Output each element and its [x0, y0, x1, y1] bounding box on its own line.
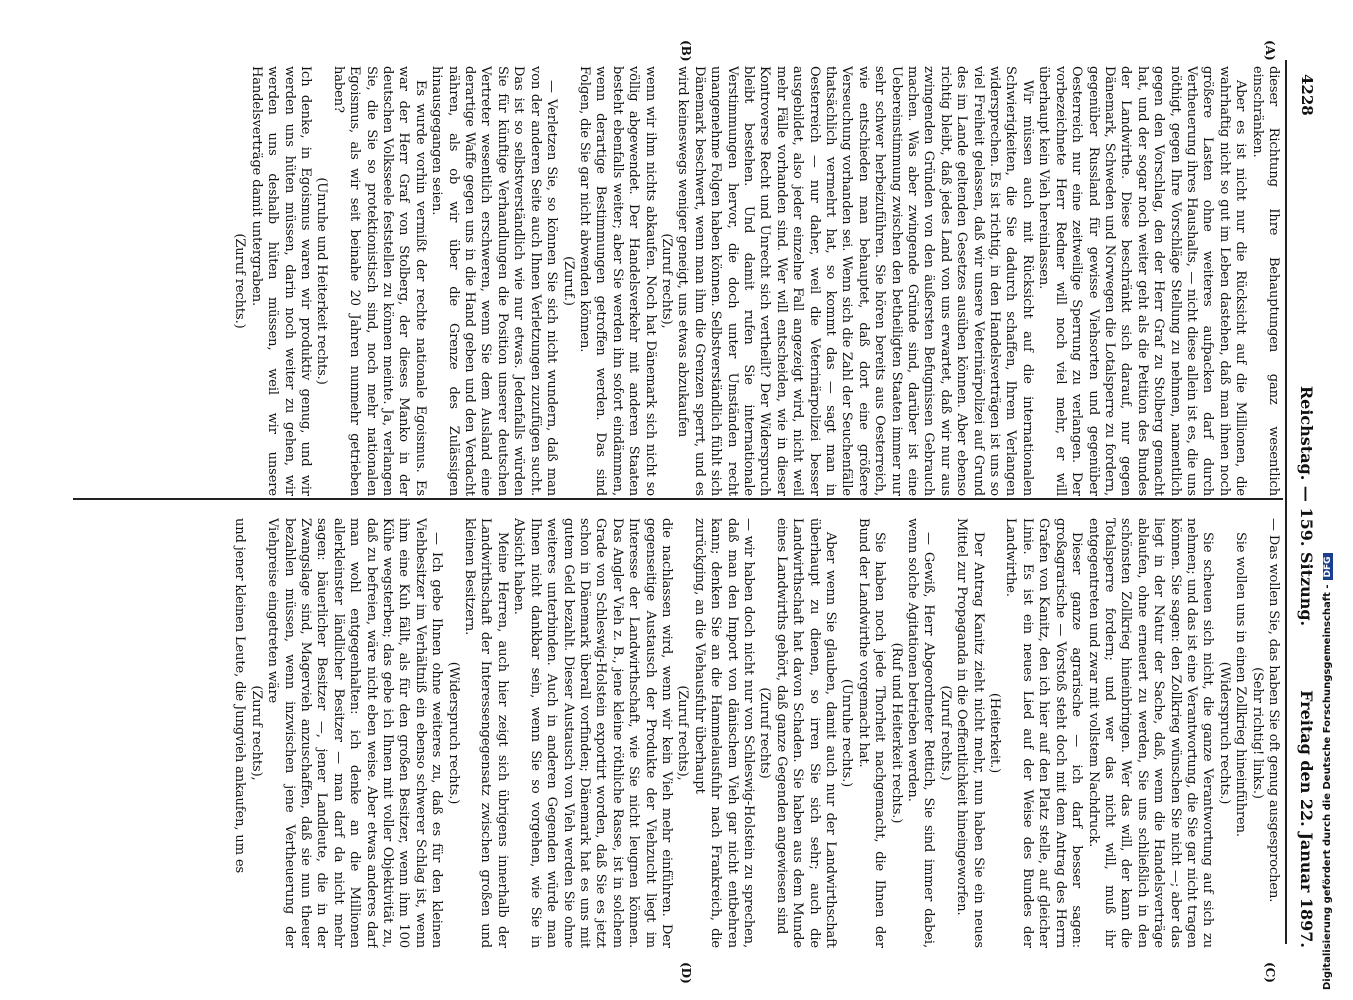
margin-marker-a: (A) [1263, 40, 1277, 61]
right-column-paragraph: Sie wollen uns in einen Zollkrieg hineinführen. [1233, 532, 1249, 837]
credit-text: Digitalisierung gefördert durch die Deutsche Forschungsgemeinschaft - [1322, 584, 1333, 990]
right-column-paragraph: Meine Herren, auch hier zeigt sich übrigens innerhalb der Landwirthschaft der Interessengegensatz zwischen großen und kleinen Besitzern. [462, 518, 510, 948]
right-column-paragraph: (Zuruf rechts) [757, 687, 773, 779]
right-column-paragraph: Dieser ganze agrarische — ich darf besser sagen: großagrarische — Vorstoß steht doch mit dem Antrag des Herrn Grafen von Kanitz, den ich hier auf den Platz stelle, auf gleicher Linie. Es ist ein neues Lied auf der Weise des Bundes der Landwirthe. [1003, 518, 1085, 948]
left-text-column [71, 66, 1281, 496]
left-column-paragraph: wenn wir ihm nichts abkaufen. Noch hat Dänemark sich nicht so völlig abgewendet. Der Handelsverkehr mit anderen Staaten besteht ebenfalls weiter; aber Sie werden ihn sofort eindämmen, wenn derartige Bestimmungen getroffen werden. Das sind Folgen, die Sie gar nicht abwenden können. [576, 66, 658, 496]
left-column-paragraph: — Verletzen Sie, so können Sie sich nicht wundern, daß man von der anderen Seite auch Ihnen Verletzungen zuzufügen sucht. Das ist so selbstverständlich wie nur etwas. Jedenfalls würden Sie für künftige Verhandlungen die Position unserer deutschen Vertreter wesentlich erschweren, wenn Sie dem Ausland eine derartige Waffe gegen uns in die Hand geben und den Verdacht nähren, als ob wir über die Grenze des Zulässigen hinausgegangen seien. [429, 66, 560, 496]
right-column-paragraph: (Heiterkeit.) [987, 692, 1003, 774]
right-column-paragraph: (Sehr richtig! links.) [1249, 667, 1265, 799]
right-column-paragraph: (Zuruf rechts), [675, 685, 691, 781]
left-column-paragraph: (Zuruf rechts), [658, 233, 674, 329]
right-column-paragraph: die nachlassen wird, wenn wir kein Vieh mehr einführen. Der gegenseitige Austausch der Produkte der Viehzucht liegt im Interesse der Landwirthschaft, wie Sie nicht leugnen können. Das Angler Vieh z. B., jene kleine röthliche Rasse, ist in solchem Grade von Schleswig-Holstein exportirt worden, daß Sie es jetzt schon in Dänemark überall vorfinden; Dänemark hat es uns mit gutem Geld bezahlt. Dieser Austausch von Vieh werden Sie ohne weiteres unterbinden. Auch in anderen Gegenden würde man Ihnen nicht dankbar sein, wenn Sie so vorgehen, wie Sie in Absicht haben. [511, 518, 674, 948]
left-column-paragraph: (Zuruf.) [560, 256, 576, 306]
digitization-credit [1322, 0, 1340, 990]
session-date: Freitag den 22. Januar 1897. [1297, 690, 1316, 948]
right-column-paragraph: Sie scheuen sich nicht, die ganze Verantwortung auf sich zu nehmen; und das ist eine Verantwortung, die Sie gar nicht tragen können. Sie sagen: den Zollkrieg wünschen Sie nicht —; aber das liegt in der Natur der Sache, daß, wenn die Handelsverträge ablaufen, ohne erneuert zu werden, Sie uns schließlich in den schönsten Zollkrieg hineinbringen. Wer das will, der kann die Totalsperre fordern; und wer das nicht will, muß ihr entgegentreten und zwar mit vollstem Nachdruck. [1085, 518, 1216, 948]
right-column-paragraph: — wir haben doch nicht nur von Schleswig-Holstein zu sprechen, daß man den Import von dänischem Vieh gar nicht entbehren kann; denken Sie an die Hammelausfuhr nach Frankreich, die zurückging, an die Viehausfuhr überhaupt [691, 518, 756, 948]
right-column-paragraph: — Ich gebe Ihnen ohne weiteres zu, daß es für den kleinen Viehbesitzer im Verhältniß ein ebenso schwerer Schlag ist, wenn ihm eine Kuh fällt, als für den großen Besitzer, wenn ihm 100 Kühe wegsterben; das gebe ich Ihnen mit voller Objektivität zu, daß zu befreien, wäre nicht eben weise. Aber etwas anderes darf man wohl entgegenhalten: ich denke an die Millionen allerkleinster ländlicher Besitzer — man darf da nicht mehr sagen: bäuerlicher Besitzer —, jener Landleute, die in der Zwangslage sind, Magervieh anzuschaffen, daß sie nun theuer bezahlen müssen, wenn inzwischen jene Vertheuerung der Viehpreise eingetreten wäre [265, 518, 445, 948]
left-column-paragraph: (Unruhe und Heiterkeit rechts.) [314, 177, 330, 385]
right-column-paragraph: (Unruhe rechts.) [839, 678, 855, 788]
right-column-paragraph: und jener kleinen Leute, die Jungvieh ankaufen, um es [232, 518, 248, 874]
right-column-paragraph: (Widerspruch rechts.) [445, 661, 461, 805]
margin-marker-d: (D) [679, 962, 693, 984]
left-column-paragraph: Aber es ist nicht nur die Rücksicht auf die Millionen, die wahrhaftig nicht so gut im Leben dastehen, daß man ihnen noch größere Lasten ohne weiteres aufpacken darf durch Vertheuerung ihres Haushalts, — nicht diese allein ist es, die uns nöthigt, gegen Ihre Vorschläge Stellung zu nehmen, namentlich gegen den Vorschlag, den der Herr Graf zu Stolberg gemacht hat, und der sogar noch weiter geht als die Petition des Bundes der Landwirthe. Diese beschränkt sich darauf, nur gegen Dänemark, Schweden und Norwegen die Lotalsperre zu fordern, gegenüber Russland für gewisse Viehsorten und gegenüber Oesterreich nur eine zeitweilige Sperrung zu verlangen. Der vorbezeichnete Herr Redner will noch viel mehr, er will überhaupt kein Vieh hereinlassen. [1036, 66, 1249, 496]
right-column-paragraph: (Widerspruch rechts.) [1216, 661, 1232, 805]
dfg-logo: DFG [1323, 553, 1333, 580]
right-column-paragraph: Aber wenn Sie glauben, damit auch nur der Landwirthschaft überhaupt zu dienen, so irren Sie sich sehr; auch die Landwirthschaft hat davon Schaden. Sie haben aus dem Munde eines Landwirths gehört, daß ganze Gegenden angewiesen sind [773, 518, 839, 948]
right-text-column [71, 518, 1281, 948]
left-column-paragraph: (Zuruf rechts.) [232, 233, 248, 329]
right-column-paragraph: (Ruf und Heiterkeit rechts.) [888, 642, 904, 824]
right-column-paragraph: Der Antrag Kanitz zieht nicht mehr, nun haben Sie ein neues Mittel zur Propaganda in die Oeffentlichkeit hineingeworfen. [954, 518, 986, 948]
margin-marker-b: (B) [679, 40, 693, 62]
page-number: 4228 [1298, 74, 1316, 116]
right-column-paragraph: — Das wollen Sie, das haben Sie oft genug ausgesprochen. [1266, 518, 1281, 903]
right-column-paragraph: (Zuruf rechts), [248, 685, 264, 781]
right-column-paragraph: — Gewiß, Herr Abgeordneter Rettich, Sie sind immer dabei, wenn solche Agitationen betrieben werden. [905, 518, 937, 948]
left-column-paragraph: dieser Richtung Ihre Behauptungen ganz wesentlich einschränken. [1249, 66, 1281, 496]
right-column-paragraph: (Zuruf rechts.) [937, 685, 953, 781]
session-title: Reichstag. — 159. Sitzung. [1297, 385, 1316, 627]
margin-marker-c: (C) [1263, 962, 1277, 983]
header-rule [1285, 60, 1287, 944]
page-header [1286, 56, 1318, 956]
column-divider [73, 498, 1283, 500]
left-column-paragraph: Ich denke, in Egoismus waren wir produktiv genug, und wir werden uns hüten müssen, darin noch weiter zu gehen, wir werden uns deshalb hüten müssen, weil wir unsere Handelsverträge damit untergraben. [248, 66, 314, 496]
right-column-paragraph: Sie haben noch jede Thorheit nachgemacht, die Ihnen der Bund der Landwirthe vorgemacht hat. [855, 518, 888, 948]
left-column-paragraph: Es wurde vorhin vermißt der rechte nationale Egoismus. Es war der Herr Graf von Stolberg, der dieses Manko in der deutschen Volksseele feststellen zu können meinte. Ja, verlangen Sie, die Sie so protektionistisch sind, noch mehr nationalen Egoismus, als wir seit beinahe 20 Jahren nunmehr getrieben haben? [330, 66, 428, 496]
left-column-paragraph: Wir müssen auch mit Rücksicht auf die internationalen Schwierigkeiten, die Sie dadurch schaffen, Ihrem Verlangen widersprechen. Es ist richtig, in den Handelsverträgen ist uns so viel Freiheit gelassen, daß wir unsere Veterinärpolizei auf Grund des im Lande geltenden Gesetzes ausüben können. Aber ebenso richtig bleibt, daß jedes Land von uns erwartet, daß wir nur aus zwingenden Gründen von den äußersten Befugnissen Gebrauch machen. Was aber zwingende Gründe sind, darüber ist eine Uebereinstimmung zwischen den betheiligten Staaten immer nur sehr schwer herbeizuführen. Sie hören bereits aus Oesterreich, wie entschieden man behauptet, daß dort eine größere Verseuchung vorhanden sei. Wenn sich die Zahl der Seuchenfälle thatsächlich vermehrt hat, so kommt das — sagt man in Oesterreich — nur daher, weil die Veterinärpolizei besser ausgebildet, also jeder einzelne Fall angezeigt wird, nicht weil mehr Fälle vorhanden sind. Wer will entscheiden, wie in dieser Kontroverse Recht und Unrecht sich vertheilt? Der Widerspruch bleibt bestehen. Und damit rufen Sie internationale Verstimmungen hervor, die doch unter Umständen recht unangenehme Folgen haben können. Selbstverständlich fühlt sich Dänemark beschwert, wenn man ihm die Grenzen sperrt, und es wird keineswegs weniger geneigt, uns etwas abzukaufen [675, 66, 1035, 496]
